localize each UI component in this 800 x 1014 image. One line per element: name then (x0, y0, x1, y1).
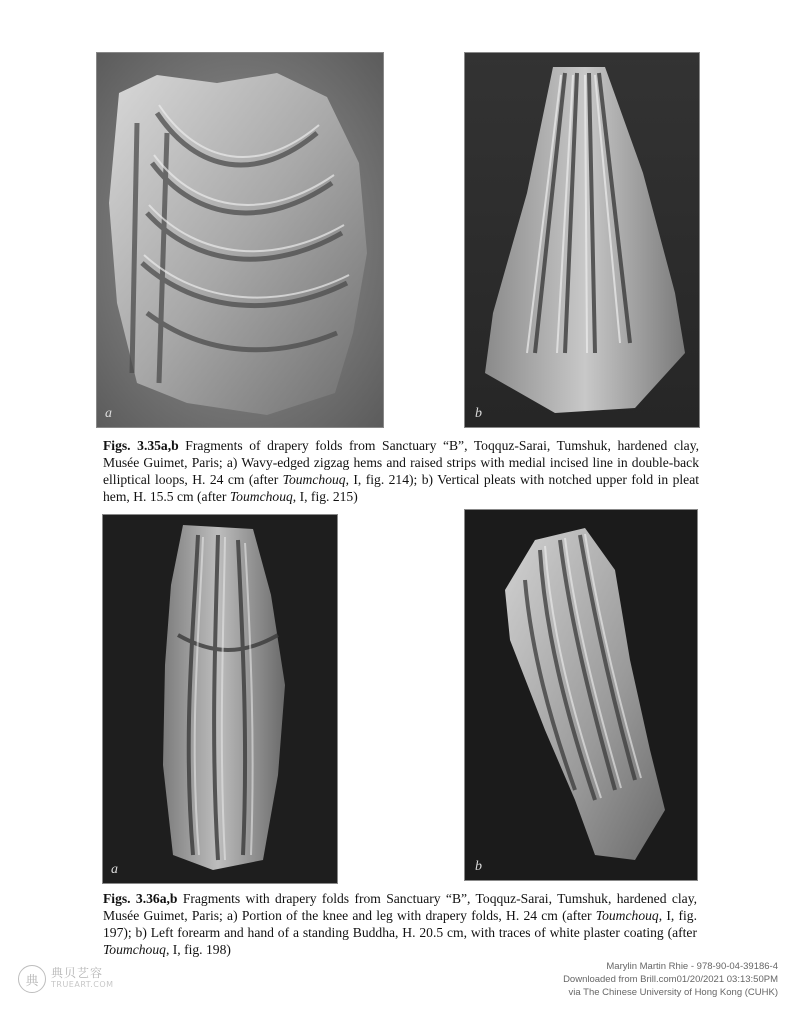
caption-1-text-2: , I, fig. 214); b) Vertical pleats with notched upper fold in pleat hem, H. 15.5 cm (after (103, 472, 699, 504)
figure-3-35a-letter: a (105, 406, 112, 421)
caption-2-text-1: Fragments with drapery folds from Sanctuary “B”, Toqquz-Sarai, Tumshuk, hardened clay, Musée Guimet, Paris; a) Portion of the knee and leg with drapery folds, H. 24 cm (after (103, 891, 698, 923)
caption-2-text-2: , I, fig. 197); b) Left forearm and hand of a standing Buddha, H. 20.5 cm, with traces of white plaster coating (after (103, 908, 697, 940)
figure-3-35b-photo (465, 53, 699, 427)
footer-author-isbn: Marylin Martin Rhie - 978-90-04-39186-4 (606, 961, 778, 972)
caption-1-text-1: Fragments of drapery folds from Sanctuary “B”, Toqquz-Sarai, Tumshuk, hardened clay, Musée Guimet, Paris; a) Wavy-edged zigzag hems and raised strips with medial incised line in double-back elliptical loops, H. 24 cm (after (103, 438, 699, 487)
caption-2-text-3: , I, fig. 198) (165, 942, 231, 957)
figure-3-36b-photo (465, 510, 697, 880)
watermark-text-cn: 典贝艺容 (51, 966, 104, 980)
caption-1-ital-2: Toumchouq (229, 489, 293, 504)
caption-2-ital-2: Toumchouq (103, 942, 166, 957)
caption-2-ital-1: Toumchouq (595, 908, 659, 923)
watermark (18, 965, 114, 993)
figure-3-35a-photo (97, 53, 383, 427)
caption-figs-3-36 (103, 890, 697, 958)
caption-1-text-3: , I, fig. 215) (292, 489, 358, 504)
knee-leg-fragment-image (103, 515, 337, 883)
caption-2-label: Figs. 3.36a,b (103, 891, 178, 906)
download-footer (478, 960, 778, 999)
forearm-hand-fragment-image (465, 510, 697, 880)
footer-download-info: Downloaded from Brill.com01/20/2021 03:13:50PM (563, 974, 778, 985)
caption-1-label: Figs. 3.35a,b (103, 438, 179, 453)
drapery-fragment-pleats-image (465, 53, 699, 427)
footer-institution: via The Chinese University of Hong Kong (CUHK) (568, 987, 778, 998)
figure-3-35b-letter: b (475, 406, 482, 421)
drapery-fragment-zigzag-image (97, 53, 383, 427)
figure-3-36a-letter: a (111, 862, 118, 877)
figure-3-36b-letter: b (475, 859, 482, 874)
figure-3-36a-photo (103, 515, 337, 883)
caption-1-ital-1: Toumchouq (282, 472, 346, 487)
watermark-logo-icon: 典 (18, 965, 46, 993)
watermark-text-en: TRUEART.COM (51, 980, 114, 989)
caption-figs-3-35 (103, 437, 699, 505)
